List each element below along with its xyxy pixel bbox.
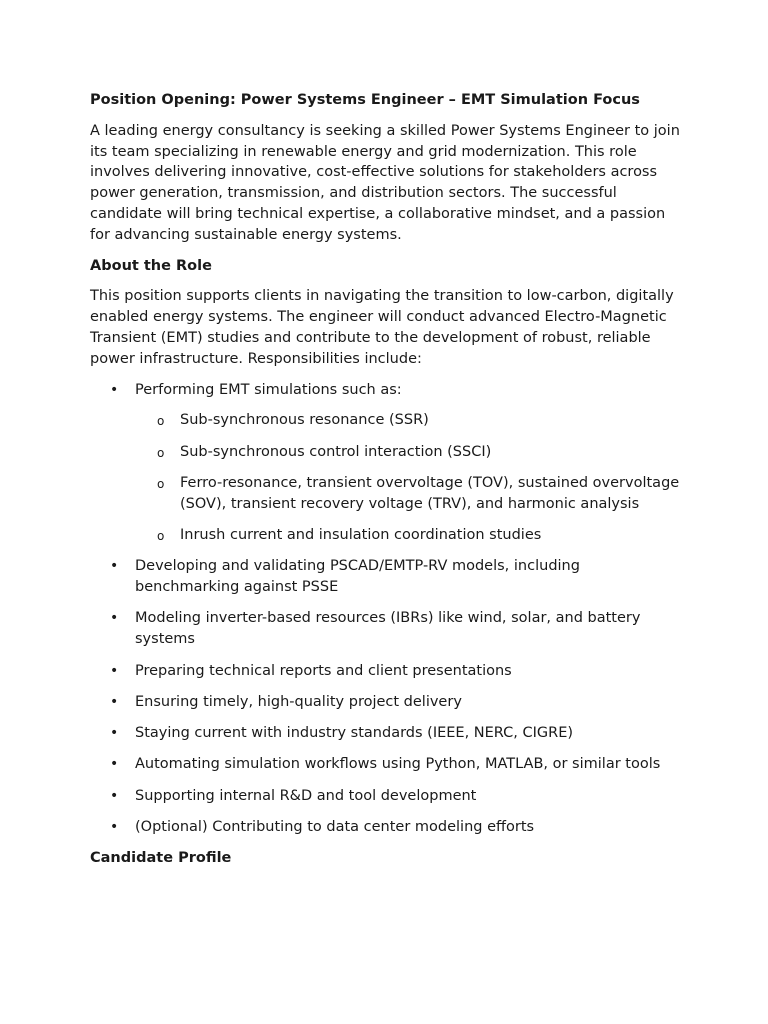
bullet-icon: • bbox=[110, 787, 119, 804]
list-item bbox=[90, 692, 680, 713]
list-item-text: Automating simulation workflows using Python, MATLAB, or similar tools bbox=[135, 756, 661, 773]
list-item bbox=[90, 786, 680, 807]
bullet-icon: • bbox=[110, 725, 119, 742]
about-role-paragraph: This position supports clients in navigating the transition to low-carbon, digitally enabled energy systems. The engineer will conduct advanced Electro-Magnetic Transient (EMT) studies and contribute to the development of robust, reliable power infrastructure. Responsibilities include: bbox=[90, 288, 674, 367]
list-item bbox=[90, 608, 680, 650]
bullet-icon: • bbox=[110, 756, 119, 773]
bullet-icon: • bbox=[110, 558, 119, 575]
list-item-text: Supporting internal R&D and tool development bbox=[135, 787, 477, 804]
sub-list-item bbox=[135, 410, 680, 431]
about-role-heading: About the Role bbox=[90, 257, 212, 274]
list-item bbox=[90, 723, 680, 744]
list-item bbox=[90, 556, 680, 598]
circle-bullet-icon: o bbox=[157, 414, 165, 429]
sub-list-item bbox=[135, 525, 680, 546]
sub-list-item bbox=[135, 442, 680, 463]
bullet-icon: • bbox=[110, 819, 119, 836]
bullet-icon: • bbox=[110, 693, 119, 710]
list-item-text: Modeling inverter-based resources (IBRs) like wind, solar, and battery systems bbox=[135, 610, 641, 648]
document-page bbox=[90, 90, 680, 869]
sub-list-item-text: Ferro-resonance, transient overvoltage (TOV), sustained overvoltage (SOV), transient recovery voltage (TRV), and harmonic analysis bbox=[180, 474, 680, 512]
sub-list-item bbox=[135, 473, 680, 515]
intro-paragraph: A leading energy consultancy is seeking a skilled Power Systems Engineer to join its team specializing in renewable energy and grid modernization. This role involves delivering innovative, cost-effective solutions for stakeholders across power generation, transmission, and distribution sectors. The successful candidate will bring technical expertise, a collaborative mindset, and a passion for advancing sustainable energy systems. bbox=[90, 122, 680, 243]
sub-list-item-text: Sub-synchronous resonance (SSR) bbox=[180, 412, 429, 429]
list-item bbox=[90, 817, 680, 838]
list-item-text: (Optional) Contributing to data center modeling efforts bbox=[135, 819, 535, 836]
list-item-text: Staying current with industry standards (IEEE, NERC, CIGRE) bbox=[135, 725, 574, 742]
bullet-icon: • bbox=[110, 662, 119, 679]
emt-simulations-sublist bbox=[135, 410, 680, 545]
sub-list-item-text: Sub-synchronous control interaction (SSCI) bbox=[180, 443, 492, 460]
circle-bullet-icon: o bbox=[157, 529, 165, 544]
circle-bullet-icon: o bbox=[157, 445, 165, 460]
list-item-text: Ensuring timely, high-quality project delivery bbox=[135, 693, 462, 710]
list-item bbox=[90, 754, 680, 775]
list-item-text: Developing and validating PSCAD/EMTP-RV models, including benchmarking against PSSE bbox=[135, 558, 580, 596]
list-item-text: Performing EMT simulations such as: bbox=[135, 381, 402, 398]
bullet-icon: • bbox=[110, 610, 119, 627]
list-item bbox=[90, 661, 680, 682]
list-item-text: Preparing technical reports and client presentations bbox=[135, 662, 512, 679]
responsibilities-list bbox=[90, 380, 680, 838]
sub-list-item-text: Inrush current and insulation coordination studies bbox=[180, 527, 542, 544]
bullet-icon: • bbox=[110, 381, 119, 398]
circle-bullet-icon: o bbox=[157, 476, 165, 491]
job-title: Position Opening: Power Systems Engineer – EMT Simulation Focus bbox=[90, 92, 640, 108]
list-item bbox=[90, 380, 680, 546]
candidate-profile-heading: Candidate Profile bbox=[90, 850, 232, 867]
